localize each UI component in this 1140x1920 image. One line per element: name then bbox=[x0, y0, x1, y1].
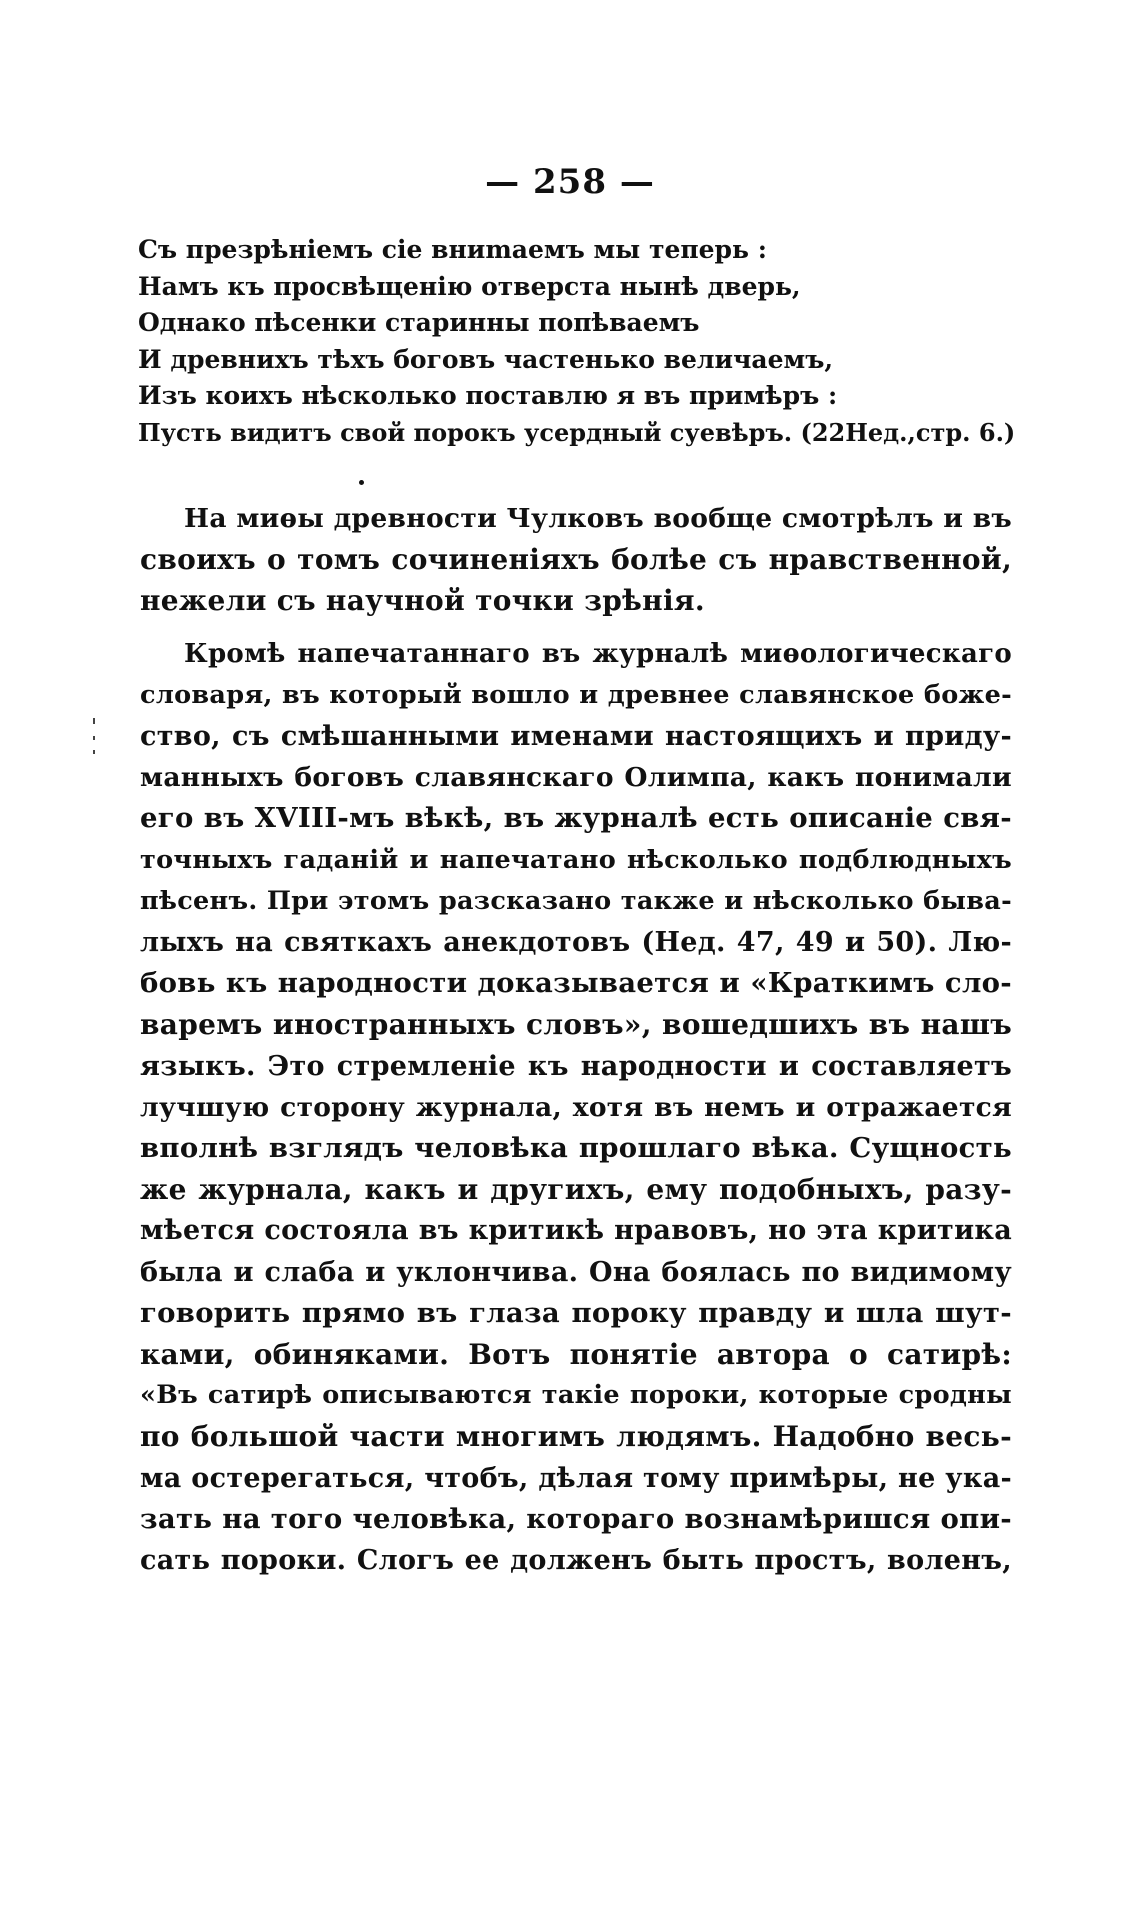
text-line: нежели съ научной точки зрѣнія. bbox=[140, 584, 705, 618]
text-line: варемъ иностранныхъ словъ», вошедшихъ въ нашъ bbox=[140, 1008, 1012, 1042]
poem-line: Съ презрѣніемъ сіе вниmаемъ мы теперь : bbox=[138, 235, 767, 264]
poem-block bbox=[138, 232, 1018, 451]
text-line: говорить прямо въ глаза пороку правду и шла шут- bbox=[140, 1296, 1012, 1329]
text-line: сать пороки. Слогъ ее долженъ быть простъ, воленъ, bbox=[140, 1545, 1012, 1577]
text-line: языкъ. Это стремленіе къ народности и составляетъ bbox=[140, 1050, 1012, 1082]
poem-line: Пусть видитъ свой порокъ усердный суевѣръ. (22Нед.,стр. 6.) bbox=[138, 417, 1016, 447]
page-number: — 258 — bbox=[485, 162, 655, 202]
text-line: Кромѣ напечатаннаго въ журналѣ миѳологическаго bbox=[184, 638, 1012, 669]
text-line: ма остерегаться, чтобъ, дѣлая тому примѣры, не ука- bbox=[140, 1462, 1012, 1494]
text-line: мѣется состояла въ критикѣ нравовъ, но эта критика bbox=[140, 1215, 1012, 1247]
text-line: На миѳы древности Чулковъ вообще смотрѣлъ и въ bbox=[184, 503, 1013, 534]
text-line: была и слаба и уклончива. Она боялась по видимому bbox=[140, 1256, 1012, 1288]
text-line: ками, обиняками. Вотъ понятіе автора о сатирѣ: bbox=[140, 1338, 1012, 1372]
margin-mark bbox=[93, 736, 95, 740]
prose-block bbox=[140, 498, 1012, 1581]
poem-line: Изъ коихъ нѣсколько поставлю я въ примѣръ : bbox=[138, 381, 838, 410]
text-line: зать на того человѣка, котораго вознамѣришся опи- bbox=[140, 1502, 1012, 1535]
paragraph-2 bbox=[140, 634, 1012, 1582]
margin-mark bbox=[93, 750, 95, 754]
text-line: ство, съ смѣшанными именами настоящихъ и приду- bbox=[140, 721, 1012, 753]
text-line: вполнѣ взглядъ человѣка прошлаго вѣка. Сущность bbox=[140, 1132, 1012, 1165]
poem-line: Намъ къ просвѣщенію отверста нынѣ дверь, bbox=[138, 271, 801, 301]
text-line: лыхъ на святкахъ анекдотовъ (Нед. 47, 49 и 50). Лю- bbox=[140, 927, 1012, 959]
margin-mark bbox=[93, 718, 95, 724]
text-line: манныхъ боговъ славянскаго Олимпа, какъ понимали bbox=[140, 762, 1012, 794]
text-line: лучшую сторону журнала, хотя въ немъ и отражается bbox=[140, 1091, 1012, 1123]
paragraph-1 bbox=[140, 498, 1012, 622]
text-line: точныхъ гаданій и напечатано нѣсколько подблюдныхъ bbox=[140, 844, 1012, 875]
poem-line: Однако пѣсенки старинны попѣваемъ bbox=[138, 308, 700, 337]
text-line: своихъ о томъ сочиненіяхъ болѣе съ нравственной, bbox=[140, 543, 1012, 577]
text-line: же журнала, какъ и другихъ, ему подобныхъ, разу- bbox=[140, 1173, 1012, 1207]
text-line: бовь къ народности доказывается и «Краткимъ сло- bbox=[140, 967, 1012, 1000]
text-line: по большой части многимъ людямъ. Надобно весь- bbox=[140, 1420, 1012, 1454]
ink-dot-mark bbox=[359, 480, 364, 485]
text-line: пѣсенъ. При этомъ разсказано также и нѣсколько быва- bbox=[140, 885, 1012, 916]
text-line: «Въ сатирѣ описываются такіе пороки, которые сродны bbox=[140, 1380, 1012, 1411]
poem-line: И древнихъ тѣхъ боговъ частенько величаемъ, bbox=[138, 344, 834, 374]
text-line: словаря, въ который вошло и древнее славянское боже- bbox=[140, 679, 1012, 710]
text-line: его въ XVIII-мъ вѣкѣ, въ журналѣ есть описаніе свя- bbox=[140, 802, 1012, 835]
